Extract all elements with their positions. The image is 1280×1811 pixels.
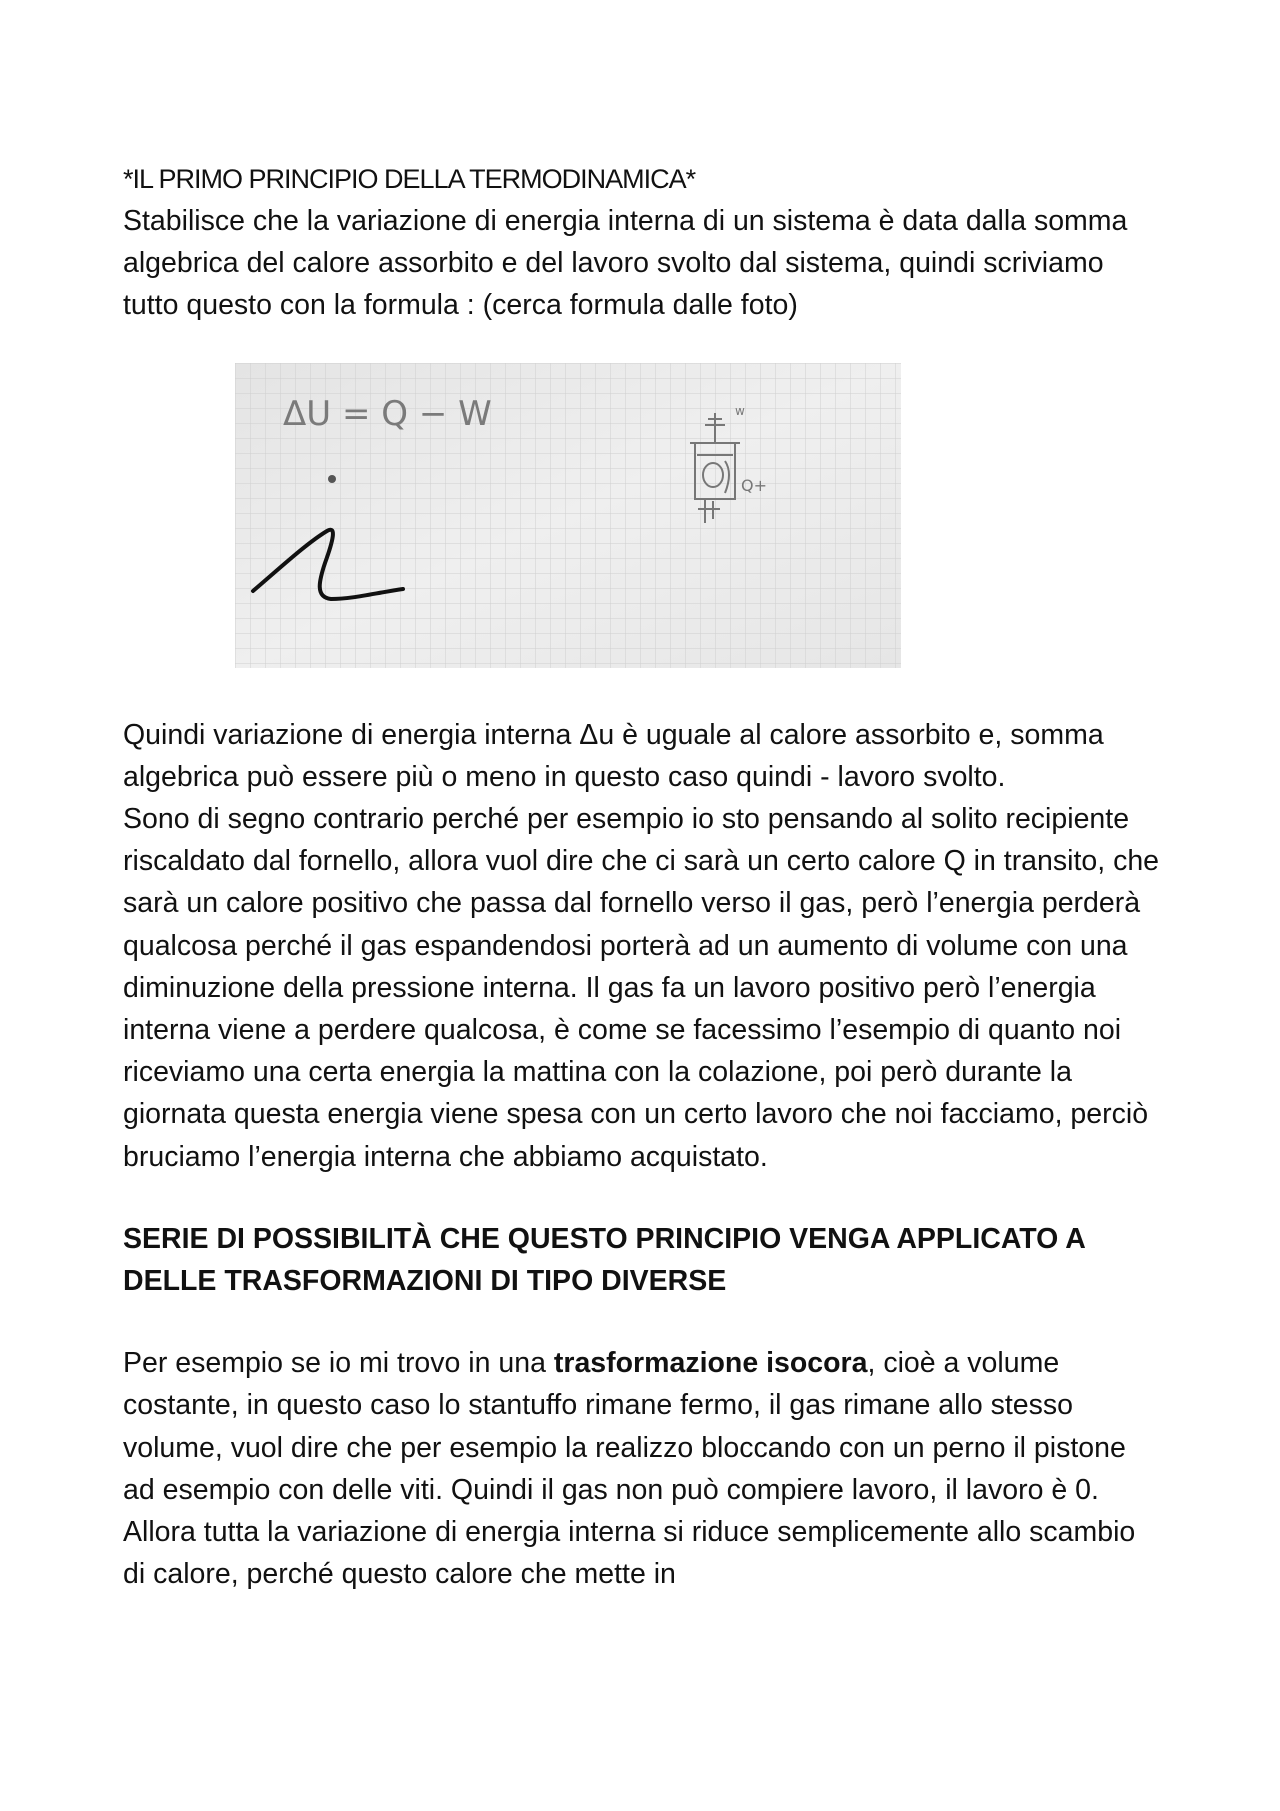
- work-label: w: [735, 403, 745, 418]
- formula-photo: [235, 363, 901, 668]
- isocora-text-before: Per esempio se io mi trovo in una: [123, 1347, 554, 1380]
- isocora-bold-term: trasformazione isocora: [553, 1347, 868, 1380]
- document-title: *IL PRIMO PRINCIPIO DELLA TERMODINAMICA*: [123, 164, 696, 194]
- document-page: [123, 158, 1163, 1595]
- isocora-paragraph: [123, 1342, 1163, 1595]
- sign-explanation-paragraph: Sono di segno contrario perché per esempio io sto pensando al solito recipiente riscaldato dal fornello, allora vuol dire che ci sarà un certo calore Q in transito, che sarà un calore positivo che passa dal fornello verso il gas, però l’energia perderà qualcosa perché il gas espandendosi porterà ad un aumento di volume con una diminuzione della pressione interna. Il gas fa un lavoro positivo però l’energia interna viene a perdere qualcosa, è come se facessimo l’esempio di quanto noi riceviamo una certa energia la mattina con la colazione, poi però durante la giornata questa energia viene spesa con un certo lavoro che noi facciamo, perciò bruciamo l’energia interna che abbiamo acquistato.: [123, 803, 1160, 1173]
- delta-u-paragraph: Quindi variazione di energia interna Δu è uguale al calore assorbito e, somma algebrica può essere più o meno in questo caso quindi - lavoro svolto.: [123, 718, 1104, 793]
- formula-photo-image: [235, 363, 901, 668]
- heat-label: Q+: [741, 475, 767, 495]
- dot-mark: [328, 475, 336, 483]
- isocora-text-after: , cioè a volume costante, in questo caso lo stantuffo rimane fermo, il gas rimane allo stesso volume, vuol dire che per esempio la realizzo bloccando con un perno il pistone ad esempio con delle viti. Quindi il gas non può compiere lavoro, il lavoro è 0. Allora tutta la variazione di energia interna si riduce semplicemente allo scambio di calore, perché questo calore che mette in: [123, 1347, 1136, 1591]
- intro-paragraph: Stabilisce che la variazione di energia interna di un sistema è data dalla somma algebrica del calore assorbito e del lavoro svolto dal sistema, quindi scriviamo tutto questo con la formula : (cerca formula dalle foto): [123, 205, 1128, 322]
- section-heading: SERIE DI POSSIBILITÀ CHE QUESTO PRINCIPIO VENGA APPLICATO A DELLE TRASFORMAZIONI DI TIPO DIVERSE: [123, 1222, 1085, 1298]
- formula-text: ΔU = Q − W: [283, 393, 492, 434]
